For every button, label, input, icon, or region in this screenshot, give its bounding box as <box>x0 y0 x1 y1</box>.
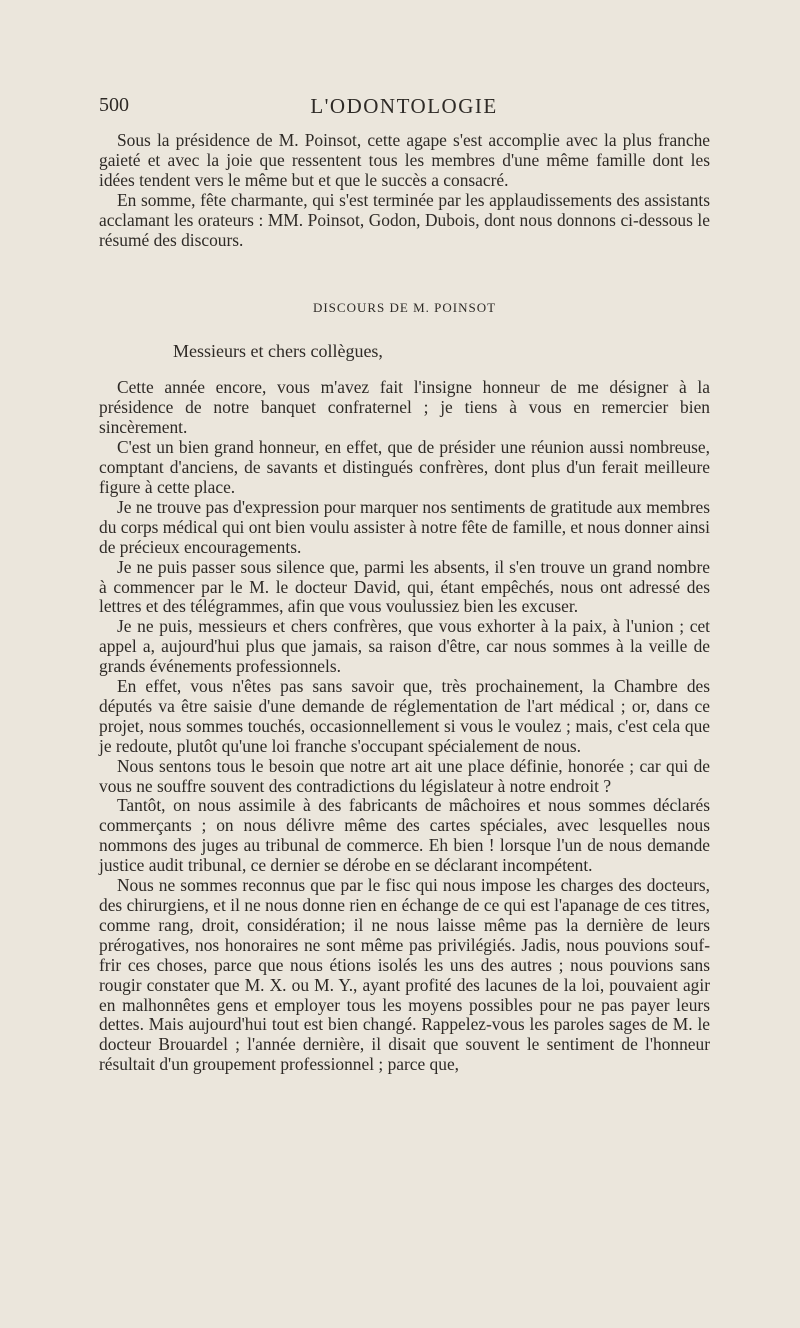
speech-paragraph: Tantôt, on nous assimile à des fabricants de mâchoires et nous sommes déclarés commerçants ; on nous délivre même des cartes spéciales, avec lesquelles nous nommons des juges au tribunal de commerce. Eh bien ! lorsque l'un de nous demande justice audit tribunal, ce dernier se dérobe en se déclarant incompétent. <box>99 795 710 876</box>
section-heading: DISCOURS DE M. POINSOT <box>312 300 497 316</box>
speech-paragraph: Cette année encore, vous m'avez fait l'insigne honneur de me désigner à la présidence de notre banquet confraternel ; je tiens à vous en remercier bien sincèrement. <box>99 377 710 438</box>
speech-paragraph: En effet, vous n'êtes pas sans savoir que, très prochainement, la Chambre des députés va être saisie d'une demande de réglementation de l'art médical ; or, dans ce projet, nous sommes touchés, occasionnellement si vous le voulez ; mais, c'est cela que je redoute, plutôt qu'une loi franche s'occupant spécialement de nous. <box>99 676 710 756</box>
speech-paragraph: Je ne puis, messieurs et chers confrères, que vous exhorter à la paix, à l'union ; cet appel a, aujourd'hui plus que jamais, sa raison d'être, car nous sommes à la veille de grands événements professionnels. <box>99 616 710 677</box>
speech-salutation: Messieurs et chers collègues, <box>173 341 383 362</box>
speech-paragraph: Je ne puis passer sous silence que, parmi les absents, il s'en trouve un grand nombre à commencer par le M. le docteur David, qui, étant empêchés, nous ont adressé des lettres et des télégrammes, afin que vous voulussiez bien les excuser. <box>99 556 710 617</box>
journal-title: L'ODONTOLOGIE <box>310 94 498 118</box>
speech-paragraph: C'est un bien grand honneur, en effet, que de présider une réunion aussi nombreuse, comptant d'anciens, de savants et distingués confrères, dont plus d'un ferait meilleure figure à cette place. <box>99 437 710 497</box>
running-head <box>99 94 709 124</box>
intro-paragraph: En somme, fête charmante, qui s'est terminée par les applaudissements des assistants acclamant les orateurs : MM. Poinsot, Godon, Dubois, dont nous donnons ci-dessous le résumé des discours. <box>99 189 710 250</box>
intro-paragraph: Sous la présidence de M. Poinsot, cette agape s'est accomplie avec la plus franche gaieté et avec la joie que ressentent tous les membres d'une même famille dont les idées tendent vers le même but et que le succès a consacré. <box>99 130 710 190</box>
page-number: 500 <box>99 94 129 116</box>
speech-paragraph: Nous ne sommes reconnus que par le fisc qui nous impose les charges des docteurs, des chirurgiens, et il ne nous donne rien en échange de ce qui est l'apanage de ces titres, comme rang, droit, considération; il ne nous laisse même pas la dernière de leurs prérogatives, nos honoraires ne sont même pas privilégiés. Jadis, nous pouvions souffrir ces choses, parce que nous étions isolés les uns des autres ; nous pouvions sans rougir constater que M. X. ou M. Y., ayant profité des lacunes de la loi, pouvaient agir en malhonnêtes gens et employer tous les moyens possibles pour ne pas payer leurs dettes. Mais aujourd'hui tout est bien changé. Rappelez-vous les paroles sages de M. le docteur Brouardel ; l'année dernière, il disait que souvent le sentiment de l'honneur résultait d'un groupement professionnel ; parce que, <box>99 875 710 1075</box>
page-body <box>99 131 710 1075</box>
speech-paragraph: Nous sentons tous le besoin que notre art ait une place définie, honorée ; car qui de vous ne souffre souvent des contradictions du législateur à notre endroit ? <box>99 755 710 796</box>
speech-paragraph: Je ne trouve pas d'expression pour marquer nos sentiments de gratitude aux membres du corps médical qui ont bien voulu assister à notre fête de famille, et nous donner ainsi de précieux encouragements. <box>99 496 710 557</box>
